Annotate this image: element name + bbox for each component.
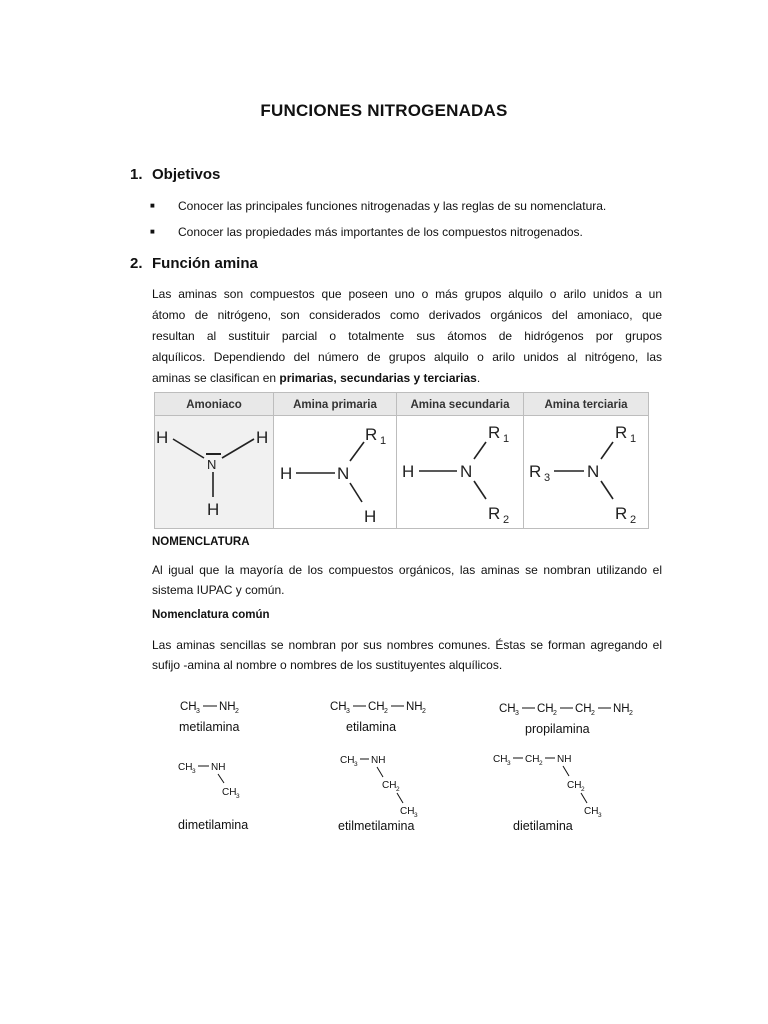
group-nh: NH	[371, 755, 386, 766]
subscript: 2	[581, 786, 585, 793]
atom-r: R	[615, 423, 628, 442]
example-name: propilamina	[525, 722, 590, 736]
bond-line	[218, 774, 224, 783]
atom-n: N	[460, 462, 473, 481]
subscript: 3	[598, 812, 602, 819]
paragraph-text: .	[476, 371, 481, 385]
group-ch: CH	[584, 806, 599, 817]
example-etilamina	[330, 701, 426, 734]
group-ch: CH	[340, 755, 355, 766]
nomenclatura-heading: NOMENCLATURA	[152, 536, 250, 548]
subscript: 3	[346, 708, 350, 715]
subscript: 1	[380, 435, 387, 447]
atom-h: H	[364, 507, 377, 526]
example-dimetilamina	[178, 762, 248, 832]
group-nh: NH	[211, 762, 226, 773]
nomenclatura-comun-heading: Nomenclatura común	[152, 609, 270, 621]
header-amina-secundaria: Amina secundaria	[410, 399, 510, 411]
paragraph-line	[152, 368, 662, 389]
group-nh: NH	[406, 701, 423, 713]
group-ch: CH	[178, 762, 193, 773]
atom-n: N	[207, 457, 217, 472]
paragraph-line: alquílicos. Dependiendo del número de grupos alquilo o arilo unidos al nitrógeno, las	[152, 350, 662, 364]
bullet-text: Conocer las propiedades más importantes de los compuestos nitrogenados.	[178, 225, 583, 239]
paragraph-line: sufijo -amina al nombre o nombres de los sustituyentes alquílicos.	[152, 658, 503, 672]
example-metilamina	[179, 701, 239, 734]
group-ch: CH	[382, 780, 397, 791]
bond-line	[563, 766, 569, 776]
example-dietilamina	[493, 754, 602, 833]
atom-h: H	[256, 428, 269, 447]
section-title: Función amina	[152, 255, 258, 272]
example-name: etilmetilamina	[338, 819, 415, 833]
example-name: metilamina	[179, 720, 240, 734]
group-nh: NH	[613, 703, 630, 715]
subscript: 2	[235, 708, 239, 715]
atom-h: H	[156, 428, 169, 447]
paragraph-line: resultan al sustituir parcial o totalmente sus átomos de hidrógenos por grupos	[152, 329, 662, 343]
paragraph-text: aminas se clasifican en	[152, 371, 280, 385]
atom-r: R	[488, 423, 501, 442]
subscript: 2	[539, 760, 543, 767]
paragraph-line: átomo de nitrógeno, son considerados como derivados orgánicos del amoniaco, que	[152, 308, 662, 322]
subscript: 3	[196, 708, 200, 715]
group-nh: NH	[557, 754, 572, 765]
group-ch: CH	[567, 780, 582, 791]
section-number: 2.	[130, 255, 143, 272]
subscript: 1	[503, 433, 510, 445]
atom-r: R	[615, 504, 628, 523]
example-name: dimetilamina	[178, 818, 249, 832]
group-ch: CH	[368, 701, 385, 713]
group-ch: CH	[400, 806, 415, 817]
subscript: 2	[630, 514, 637, 526]
amine-structures-figure	[154, 392, 649, 529]
subscript: 2	[591, 710, 595, 717]
atom-r: R	[529, 462, 542, 481]
subscript: 3	[192, 768, 196, 775]
subscript: 2	[629, 710, 633, 717]
section-heading-objetivos	[130, 166, 220, 183]
subscript: 3	[507, 760, 511, 767]
subscript: 3	[414, 812, 418, 819]
section-title: Objetivos	[152, 166, 221, 183]
bullet-square-icon: ■	[150, 227, 155, 236]
subscript: 2	[384, 708, 388, 715]
paragraph-line: Al igual que la mayoría de los compuestos orgánicos, las aminas se nombran utilizando el	[152, 563, 662, 577]
group-nh: NH	[219, 701, 236, 713]
subscript: 3	[236, 793, 240, 800]
subscript: 2	[396, 786, 400, 793]
atom-r: R	[488, 504, 501, 523]
atom-r: R	[365, 425, 378, 444]
atom-h: H	[280, 464, 293, 483]
subscript: 2	[503, 514, 510, 526]
group-ch: CH	[330, 701, 347, 713]
group-ch: CH	[575, 703, 592, 715]
amine-classification-table	[154, 392, 649, 529]
paragraph-line: Las aminas son compuestos que poseen uno o más grupos alquilo o arilo unidos a un	[152, 287, 662, 301]
example-propilamina	[499, 703, 633, 736]
amine-examples-figure	[0, 680, 768, 850]
subscript: 3	[544, 472, 551, 484]
section-number: 1.	[130, 166, 143, 183]
group-ch: CH	[222, 787, 237, 798]
group-ch: CH	[499, 703, 516, 715]
atom-h: H	[402, 462, 415, 481]
paragraph-line: Las aminas sencillas se nombran por sus nombres comunes. Éstas se forman agregando el	[152, 638, 662, 652]
example-name: dietilamina	[513, 819, 573, 833]
subscript: 1	[630, 433, 637, 445]
bond-line	[581, 793, 587, 803]
header-amina-primaria: Amina primaria	[293, 399, 377, 411]
subscript: 2	[422, 708, 426, 715]
subscript: 2	[553, 710, 557, 717]
group-ch: CH	[537, 703, 554, 715]
bond-line	[377, 767, 383, 777]
example-etilmetilamina	[338, 755, 418, 833]
bullet-text: Conocer las principales funciones nitrogenadas y las reglas de su nomenclatura.	[178, 199, 607, 213]
group-ch: CH	[525, 754, 540, 765]
paragraph-bold-text: primarias, secundarias y terciarias	[279, 371, 477, 385]
bullet-square-icon: ■	[150, 201, 155, 210]
group-ch: CH	[180, 701, 197, 713]
atom-n: N	[337, 464, 350, 483]
subscript: 3	[515, 710, 519, 717]
bond-line	[397, 793, 403, 803]
header-amina-terciaria: Amina terciaria	[544, 399, 628, 411]
atom-n: N	[587, 462, 600, 481]
section-heading-funcion-amina	[130, 255, 258, 272]
header-amoniaco: Amoniaco	[186, 399, 242, 411]
page-title: FUNCIONES NITROGENADAS	[260, 101, 508, 120]
example-name: etilamina	[346, 720, 397, 734]
group-ch: CH	[493, 754, 508, 765]
atom-h: H	[207, 500, 220, 519]
paragraph-line: sistema IUPAC y común.	[152, 583, 285, 597]
subscript: 3	[354, 761, 358, 768]
